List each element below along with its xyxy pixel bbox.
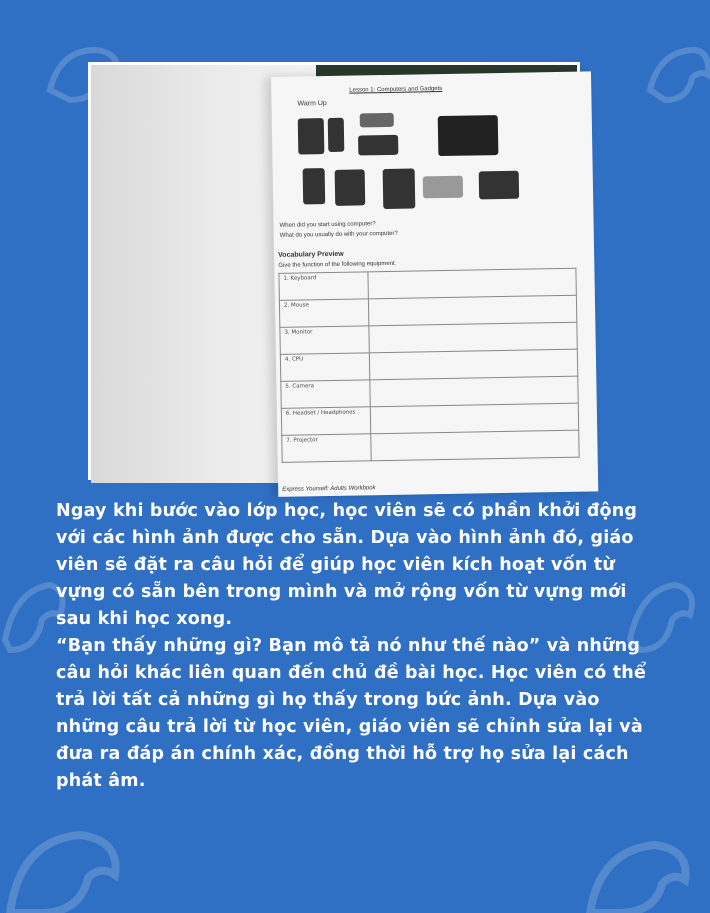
answer-cell bbox=[370, 376, 578, 407]
answer-cell bbox=[371, 430, 579, 461]
vocab-term: 2. Mouse bbox=[279, 299, 368, 328]
vocab-term: 7. Projector bbox=[282, 434, 371, 463]
photo-background bbox=[91, 65, 577, 493]
device-image bbox=[360, 113, 394, 128]
tablet-image bbox=[335, 169, 366, 206]
phone-image bbox=[328, 118, 345, 152]
worksheet-page bbox=[271, 71, 598, 497]
workbook-footer: Express Yourself: Adults Workbook bbox=[282, 485, 376, 493]
answer-cell bbox=[370, 403, 578, 434]
table-row bbox=[282, 430, 579, 462]
caption-paragraph-1: Ngay khi bước vào lớp học, học viên sẽ có phần khởi động với các hình ảnh được cho sẵn. Dựa vào hình ảnh đó, giáo viên sẽ đặt ra câu hỏi để giúp học viên kích hoạt vốn từ vựng có sẵn bên trong mình và mở rộng vốn từ vựng mới sau khi học xong. bbox=[56, 501, 638, 629]
warm-up-heading: Warm Up bbox=[297, 100, 327, 108]
phone-image bbox=[303, 168, 326, 204]
tablet-image bbox=[298, 118, 325, 154]
answer-cell bbox=[368, 295, 576, 326]
console-image bbox=[358, 135, 398, 156]
dragon-logo-watermark bbox=[0, 820, 130, 913]
caption-text bbox=[56, 498, 656, 795]
vocab-term: 4. CPU bbox=[280, 353, 369, 382]
gadget-images bbox=[298, 110, 560, 215]
laptop-image bbox=[479, 171, 519, 200]
answer-cell bbox=[369, 349, 577, 380]
warm-up-question-1: When did you start using computer? bbox=[279, 221, 376, 229]
vocabulary-heading: Vocabulary Preview bbox=[278, 250, 344, 259]
vocabulary-table bbox=[278, 268, 579, 463]
answer-cell bbox=[369, 322, 577, 353]
vocab-term: 6. Headset / Headphones bbox=[281, 407, 370, 436]
accessory-image bbox=[423, 176, 463, 199]
dragon-logo-watermark bbox=[580, 830, 700, 913]
vocab-term: 3. Monitor bbox=[280, 326, 369, 355]
lesson-title: Lesson 1: Computers and Gadgets bbox=[349, 86, 443, 94]
ipad-image bbox=[383, 169, 416, 210]
laptop-image bbox=[438, 115, 499, 156]
workbook-photo bbox=[88, 62, 580, 493]
vocab-term: 1. Keyboard bbox=[279, 272, 368, 301]
answer-cell bbox=[368, 268, 576, 299]
warm-up-question-2: What do you usually do with your computer? bbox=[279, 230, 398, 239]
vocab-term: 5. Camera bbox=[281, 380, 370, 409]
dragon-logo-watermark bbox=[640, 30, 710, 120]
vocabulary-instruction: Give the function of the following equipment. bbox=[278, 260, 397, 269]
caption-paragraph-2: “Bạn thấy những gì? Bạn mô tả nó như thế nào” và những câu hỏi khác liên quan đến chủ đề bài học. Học viên có thể trả lời tất cả những gì họ thấy trong bức ảnh. Dựa vào những câu trả lời từ học viên, giáo viên sẽ chỉnh sửa lại và đưa ra đáp án chính xác, đồng thời hỗ trợ họ sửa lại cách phát âm. bbox=[56, 636, 647, 791]
